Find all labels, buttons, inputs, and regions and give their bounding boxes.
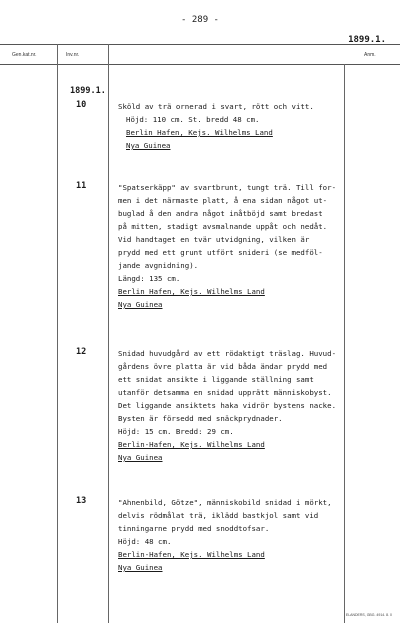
year-header: 1899.1. [348, 35, 386, 45]
entry-line: Det liggande ansiktets haka vidrör bystens nacke. [118, 401, 337, 410]
entry-line: prydd med ett grunt utfört snideri (se medföl- [118, 248, 323, 257]
column-divider-inv [108, 44, 109, 623]
entry-line: Höjd: 15 cm. Bredd: 29 cm. [118, 427, 234, 436]
column-divider-gen [57, 44, 58, 623]
entry-line: buglad å den andra något inåtböjd samt bredast [118, 209, 323, 218]
entry-line: Vid handtaget en tvär utvidgning, vilken är [118, 235, 310, 244]
entry-line: ett snidat ansikte i liggande ställning samt [118, 375, 314, 384]
entry-line: Snidad huvudgård av ett rödaktigt träslag. Huvud- [118, 349, 337, 358]
entry-line: men i det närmaste platt, å ena sidan något ut- [118, 196, 328, 205]
entry-line: "Spatserkäpp" av svartbrunt, tungt trä. Till for- [118, 183, 337, 192]
section-year: 1899.1. [70, 86, 106, 96]
header-rule [0, 64, 400, 65]
entry-text [118, 347, 350, 464]
entry-line: Längd: 135 cm. [118, 274, 181, 283]
entry-line: Berlin Hafen, Kejs. Wilhelms Land [126, 128, 273, 137]
entry-line: Höjd: 48 cm. [118, 537, 172, 546]
entry-line: "Ahnenbild, Götze", människobild snidad i mörkt, [118, 498, 332, 507]
entry-text [118, 100, 350, 152]
entry-line: Nya Guinea [118, 300, 163, 309]
entry-line: tinningarne prydd med snoddtofsar. [118, 524, 270, 533]
column-header-inv: Inv.nr. [66, 52, 80, 58]
entry-line: Höjd: 110 cm. St. bredd 48 cm. [126, 115, 260, 124]
entry-line: Bysten är försedd med snäckprydnader. [118, 414, 283, 423]
entry-number: 11 [76, 181, 87, 191]
entry-text [118, 181, 350, 311]
entry-number: 13 [76, 496, 87, 506]
entry-number: 12 [76, 347, 87, 357]
entry-line: Nya Guinea [126, 141, 171, 150]
entry-text [118, 496, 350, 574]
entry-line: Nya Guinea [118, 563, 163, 572]
top-rule [0, 44, 400, 45]
entry-line: Berlin-Hafen, Kejs. Wilhelms Land [118, 550, 265, 559]
entry-line: utanför detsamma en snidad upprätt människobyst. [118, 388, 332, 397]
entry-line: Nya Guinea [118, 453, 163, 462]
page-number: - 289 - [181, 15, 219, 25]
entry-line: gårdens övre platta är vid båda ändar prydd med [118, 362, 328, 371]
entry-line: delvis rödmålat trä, iklädd bastkjol samt vid [118, 511, 319, 520]
entry-line: på mitten, stadigt avsmalnande uppåt och nedåt. [118, 222, 328, 231]
column-header-gen: Gen.kat.nr. [12, 52, 37, 58]
entry-line: Berlin Hafen, Kejs. Wilhelms Land [118, 287, 265, 296]
entry-number: 10 [76, 100, 87, 110]
printer-mark: ELANDERS, GBG. 4914. 8. 0 [345, 613, 392, 617]
entry-line: Berlin-Hafen, Kejs. Wilhelms Land [118, 440, 265, 449]
entry-line: jande avgnidning). [118, 261, 199, 270]
entry-line: Sköld av trä ornerad i svart, rött och vitt. [118, 102, 314, 111]
column-header-anm: Anm. [364, 52, 376, 58]
